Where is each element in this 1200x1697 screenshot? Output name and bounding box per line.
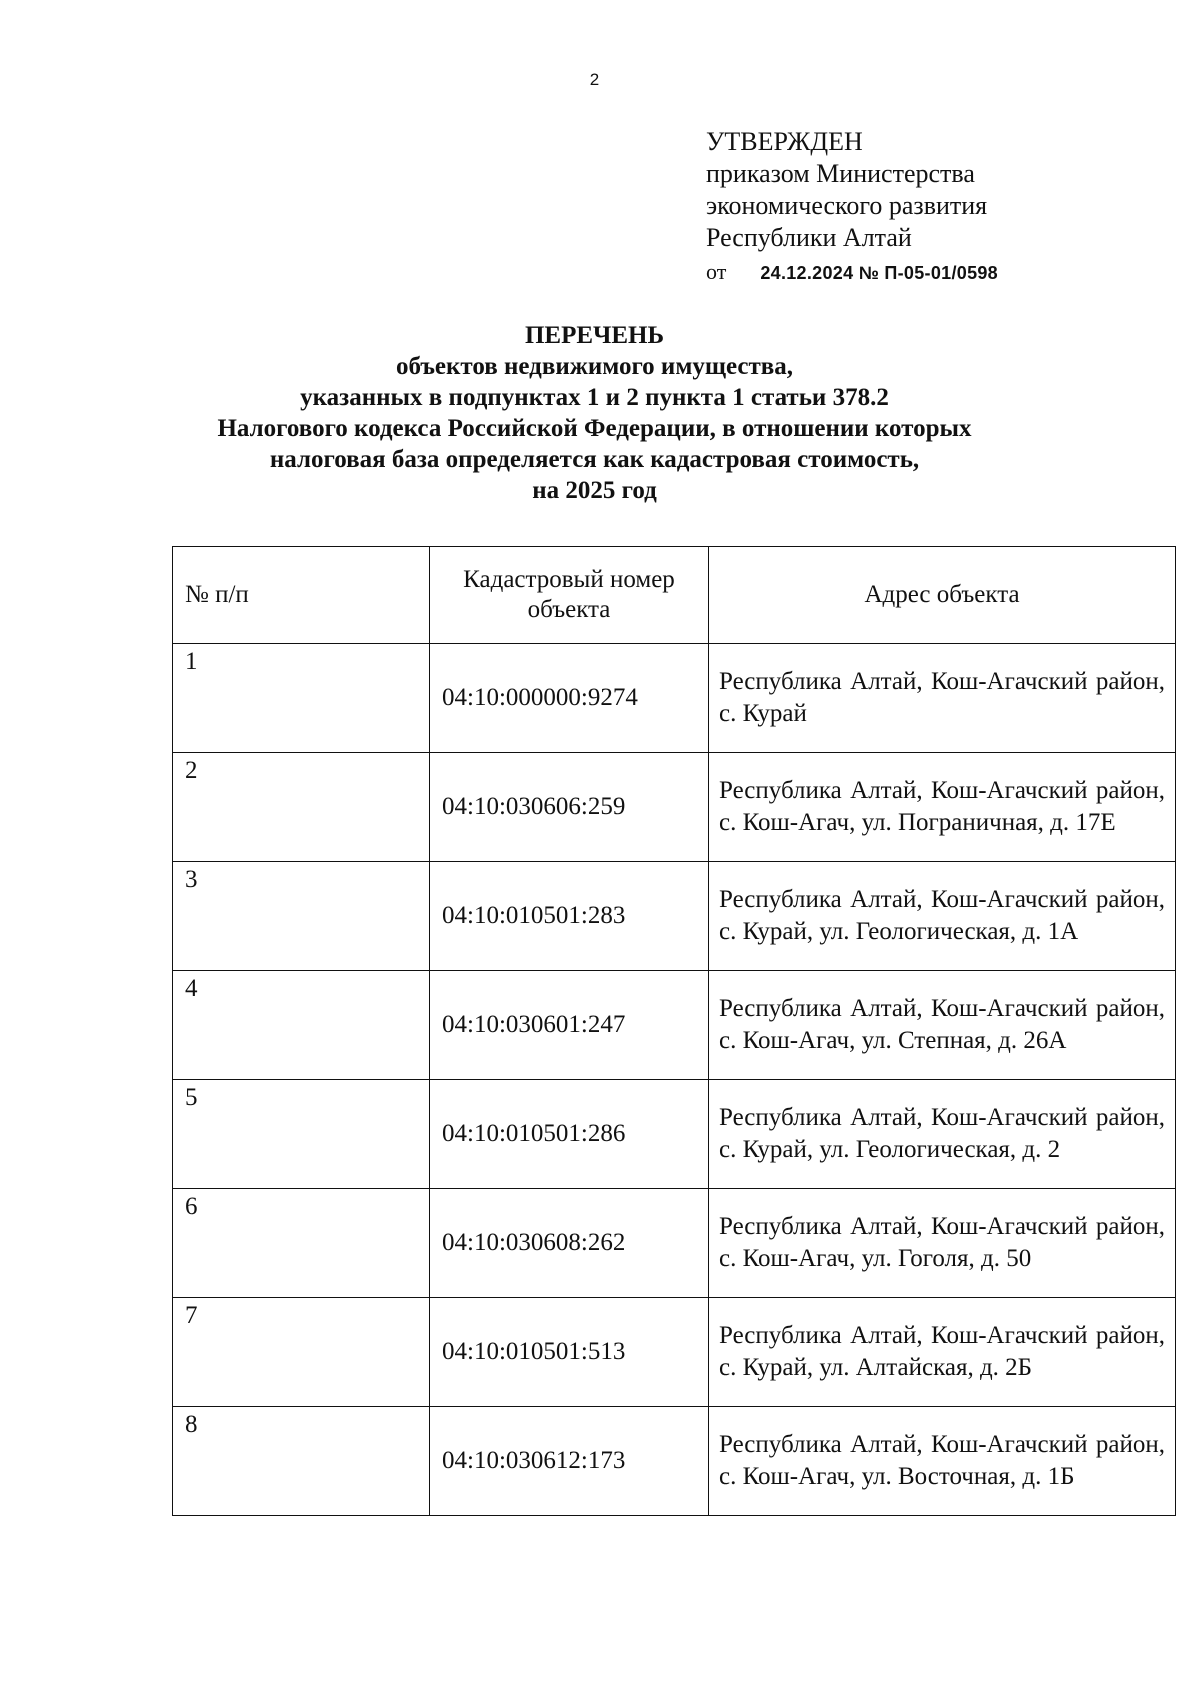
table-row <box>173 1407 1176 1516</box>
row-address: Республика Алтай, Кош-Агачский район, с. Кош-Агач, ул. Пограничная, д. 17Е <box>709 753 1176 862</box>
approval-line-2: экономического развития <box>706 191 988 220</box>
row-cadastral-number: 04:10:030608:262 <box>430 1189 709 1298</box>
approval-heading: УТВЕРЖДЕН <box>706 127 863 156</box>
row-number: 8 <box>173 1407 430 1516</box>
approval-line-1: приказом Министерства <box>706 159 975 188</box>
header-cadastral-number: Кадастровый номер объекта <box>430 547 709 644</box>
title-line-2: объектов недвижимого имущества, <box>395 353 794 380</box>
row-cadastral-number: 04:10:010501:283 <box>430 862 709 971</box>
table-row <box>173 1298 1176 1407</box>
approval-date-prefix: от <box>706 259 727 284</box>
title-line-6: на 2025 год <box>532 477 657 504</box>
row-number: 6 <box>173 1189 430 1298</box>
table-header-row <box>173 547 1176 644</box>
header-number: № п/п <box>173 547 430 644</box>
table-row <box>173 971 1176 1080</box>
row-cadastral-number: 04:10:010501:286 <box>430 1080 709 1189</box>
table-row <box>173 753 1176 862</box>
property-table <box>172 546 1176 1516</box>
row-address: Республика Алтай, Кош-Агачский район, с. Курай, ул. Геологическая, д. 1А <box>709 862 1176 971</box>
row-cadastral-number: 04:10:030601:247 <box>430 971 709 1080</box>
row-cadastral-number: 04:10:030612:173 <box>430 1407 709 1516</box>
page-number: 2 <box>589 70 600 89</box>
row-cadastral-number: 04:10:030606:259 <box>430 753 709 862</box>
row-cadastral-number: 04:10:000000:9274 <box>430 644 709 753</box>
table-row <box>173 1189 1176 1298</box>
row-address: Республика Алтай, Кош-Агачский район, с. Курай <box>709 644 1176 753</box>
row-number: 4 <box>173 971 430 1080</box>
row-number: 7 <box>173 1298 430 1407</box>
title-line-1: ПЕРЕЧЕНЬ <box>524 322 665 349</box>
title-line-5: налоговая база определяется как кадастровая стоимость, <box>269 446 920 473</box>
approval-date-line <box>706 256 998 289</box>
document-title <box>0 320 1189 506</box>
row-address: Республика Алтай, Кош-Агачский район, с. Курай, ул. Геологическая, д. 2 <box>709 1080 1176 1189</box>
row-number: 5 <box>173 1080 430 1189</box>
row-address: Республика Алтай, Кош-Агачский район, с. Кош-Агач, ул. Гоголя, д. 50 <box>709 1189 1176 1298</box>
row-number: 3 <box>173 862 430 971</box>
row-address: Республика Алтай, Кош-Агачский район, с. Кош-Агач, ул. Восточная, д. 1Б <box>709 1407 1176 1516</box>
table-row <box>173 644 1176 753</box>
title-line-3: указанных в подпунктах 1 и 2 пункта 1 статьи 378.2 <box>300 384 889 411</box>
row-address: Республика Алтай, Кош-Агачский район, с. Кош-Агач, ул. Степная, д. 26А <box>709 971 1176 1080</box>
table-row <box>173 1080 1176 1189</box>
approval-stamp <box>706 126 998 289</box>
row-number: 2 <box>173 753 430 862</box>
table-row <box>173 862 1176 971</box>
title-line-4: Налогового кодекса Российской Федерации, в отношении которых <box>217 415 972 442</box>
row-cadastral-number: 04:10:010501:513 <box>430 1298 709 1407</box>
approval-date-value: 24.12.2024 № П-05-01/0598 <box>760 263 998 283</box>
row-number: 1 <box>173 644 430 753</box>
row-address: Республика Алтай, Кош-Агачский район, с. Курай, ул. Алтайская, д. 2Б <box>709 1298 1176 1407</box>
header-address: Адрес объекта <box>709 547 1176 644</box>
approval-line-3: Республики Алтай <box>706 223 912 252</box>
